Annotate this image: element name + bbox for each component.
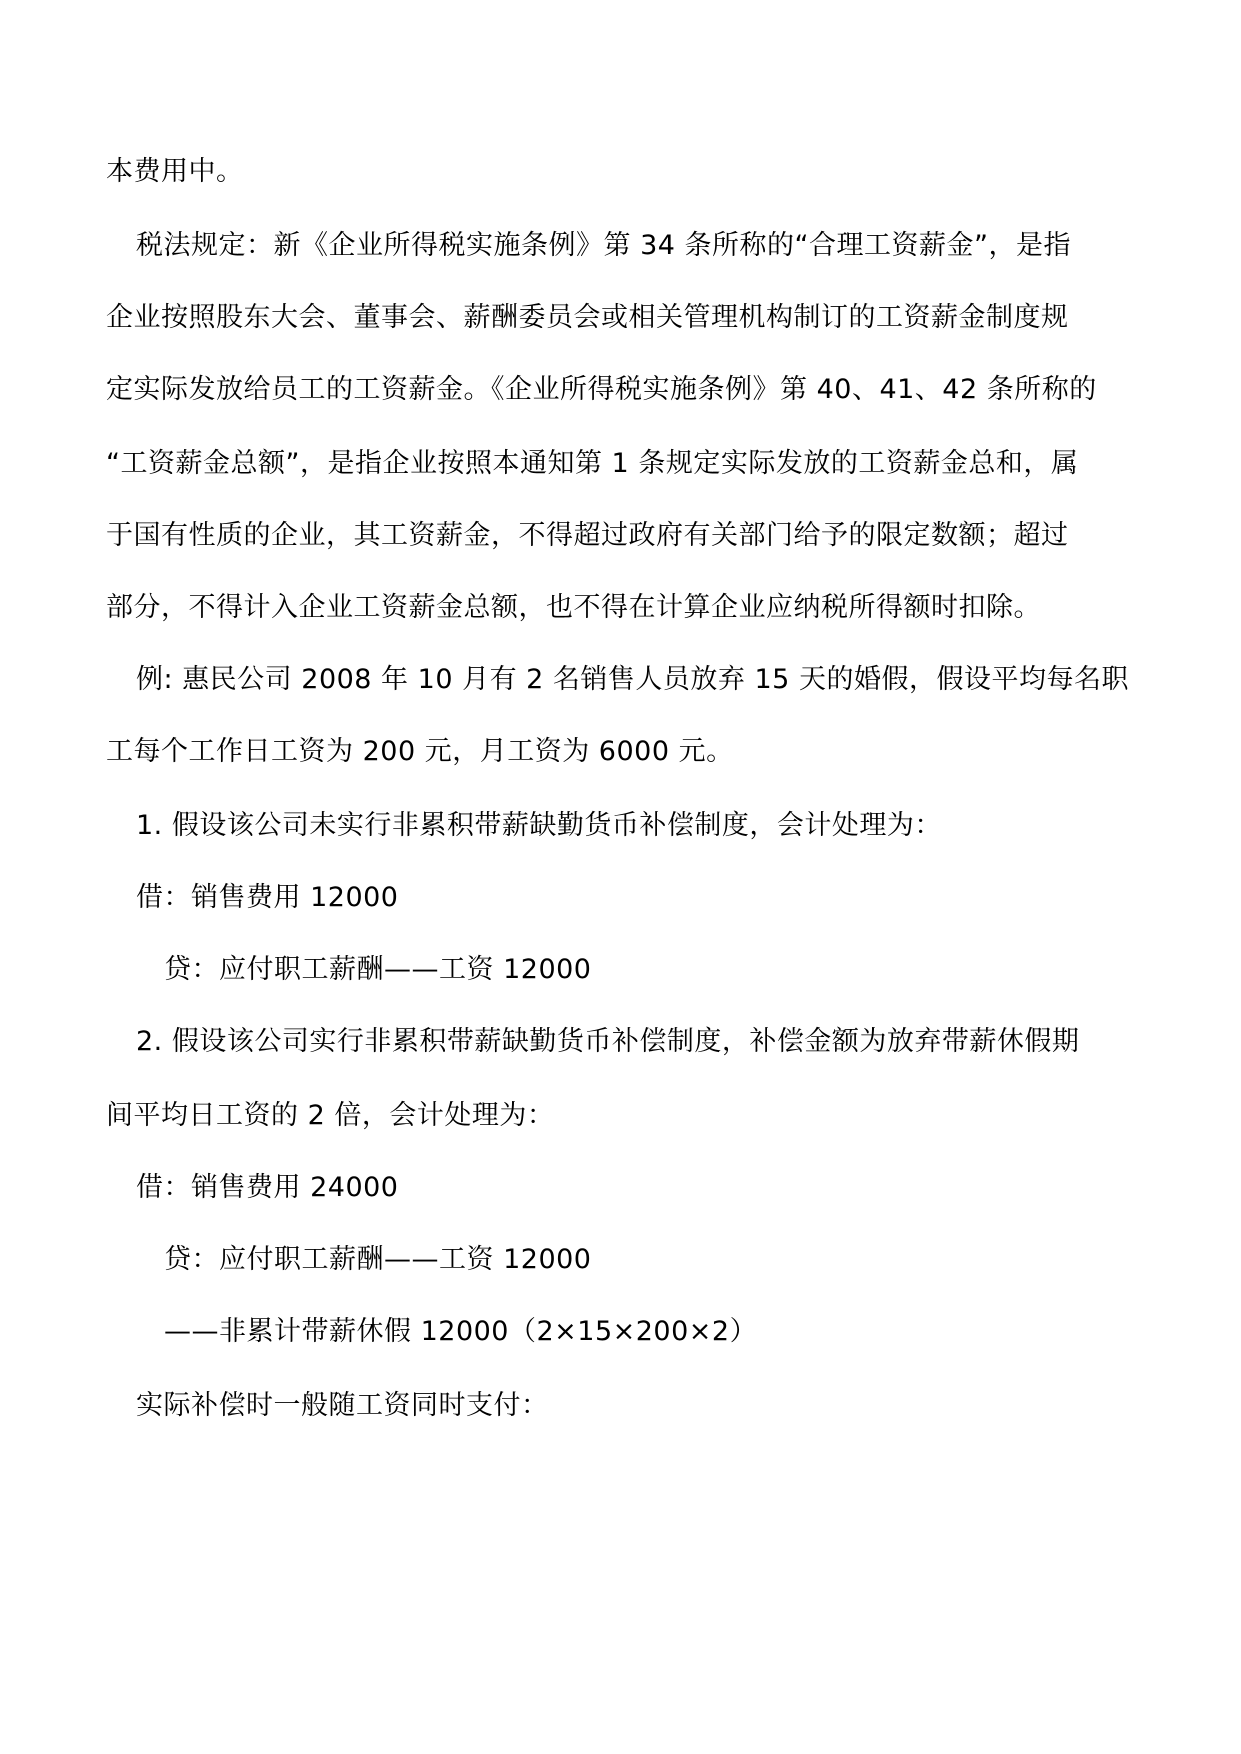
paragraph-line: 于国有性质的企业，其工资薪金，不得超过政府有关部门给予的限定数额；超过 bbox=[106, 520, 1069, 551]
numbered-item-continuation: 间平均日工资的 2 倍，会计处理为： bbox=[106, 1100, 555, 1131]
journal-debit-line: 借：销售费用 24000 bbox=[136, 1172, 399, 1203]
paragraph-line: “工资薪金总额”，是指企业按照本通知第 1 条规定实际发放的工资薪金总和，属 bbox=[106, 448, 1079, 479]
paragraph-line: 企业按照股东大会、董事会、薪酬委员会或相关管理机构制订的工资薪金制度规 bbox=[106, 302, 1069, 333]
paragraph-line: 税法规定：新《企业所得税实施条例》第 34 条所称的“合理工资薪金”，是指 bbox=[136, 230, 1071, 261]
journal-credit-line: ——非累计带薪休假 12000（2×15×200×2） bbox=[164, 1316, 758, 1347]
numbered-item: 1. 假设该公司未实行非累积带薪缺勤货币补偿制度，会计处理为： bbox=[136, 810, 942, 841]
example-line: 工每个工作日工资为 200 元，月工资为 6000 元。 bbox=[106, 736, 734, 767]
paragraph-line: 部分，不得计入企业工资薪金总额，也不得在计算企业应纳税所得额时扣除。 bbox=[106, 592, 1041, 623]
numbered-item: 2. 假设该公司实行非累积带薪缺勤货币补偿制度，补偿金额为放弃带薪休假期 bbox=[136, 1026, 1080, 1057]
paragraph-line: 本费用中。 bbox=[106, 156, 244, 187]
paragraph-line: 实际补偿时一般随工资同时支付： bbox=[136, 1390, 549, 1421]
example-line: 例: 惠民公司 2008 年 10 月有 2 名销售人员放弃 15 天的婚假，假设平均每名职 bbox=[136, 664, 1129, 695]
journal-credit-line: 贷：应付职工薪酬——工资 12000 bbox=[164, 1244, 592, 1275]
paragraph-line: 定实际发放给员工的工资薪金。《企业所得税实施条例》第 40、41、42 条所称的 bbox=[106, 374, 1097, 405]
journal-credit-line: 贷：应付职工薪酬——工资 12000 bbox=[164, 954, 592, 985]
journal-debit-line: 借：销售费用 12000 bbox=[136, 882, 399, 913]
